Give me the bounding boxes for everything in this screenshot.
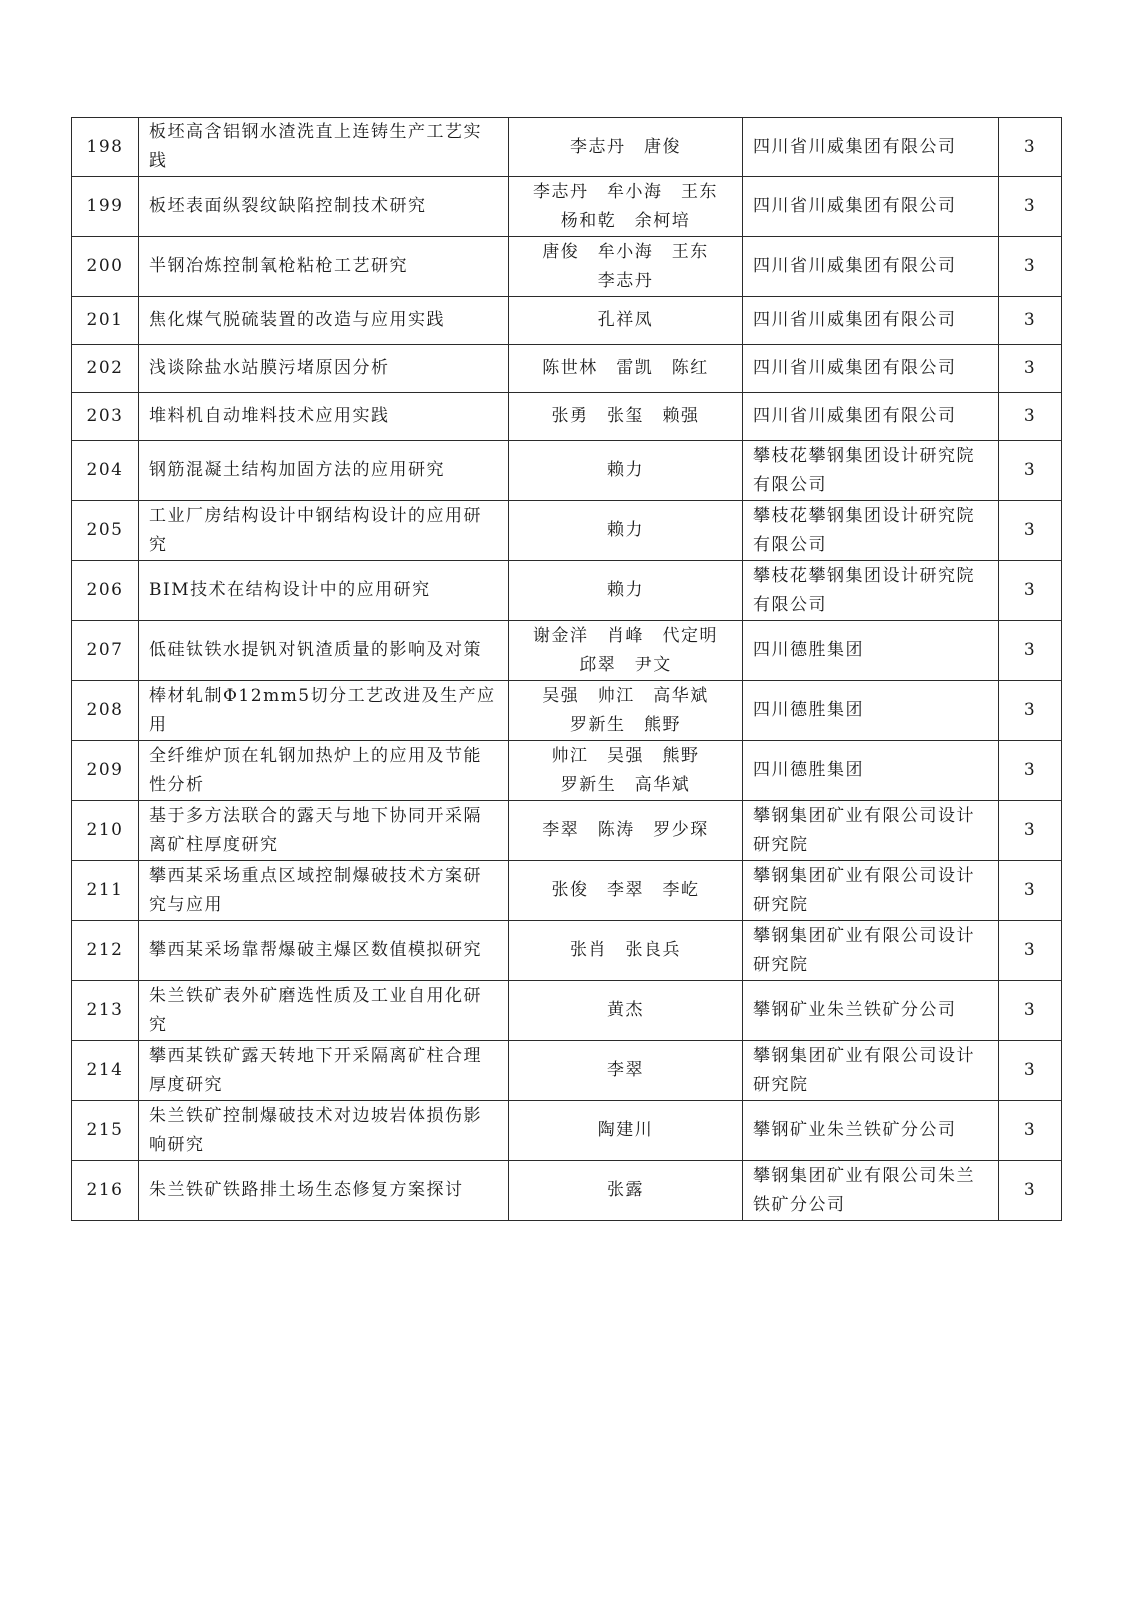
row-number-cell: 208 bbox=[72, 681, 139, 741]
paper-title-cell: 钢筋混凝土结构加固方法的应用研究 bbox=[139, 441, 509, 501]
score-cell: 3 bbox=[999, 393, 1062, 441]
authors-cell: 陈世林 雷凯 陈红 bbox=[509, 345, 743, 393]
score-cell: 3 bbox=[999, 297, 1062, 345]
paper-title-cell: 工业厂房结构设计中钢结构设计的应用研究 bbox=[139, 501, 509, 561]
table-row bbox=[72, 741, 1062, 801]
table-row bbox=[72, 393, 1062, 441]
organization-cell: 攀钢集团矿业有限公司设计研究院 bbox=[743, 861, 999, 921]
score-cell: 3 bbox=[999, 345, 1062, 393]
row-number-cell: 211 bbox=[72, 861, 139, 921]
table-row bbox=[72, 177, 1062, 237]
row-number-cell: 216 bbox=[72, 1161, 139, 1221]
organization-cell: 四川省川威集团有限公司 bbox=[743, 393, 999, 441]
paper-title-cell: BIM技术在结构设计中的应用研究 bbox=[139, 561, 509, 621]
score-cell: 3 bbox=[999, 1041, 1062, 1101]
organization-cell: 攀钢集团矿业有限公司设计研究院 bbox=[743, 1041, 999, 1101]
score-cell: 3 bbox=[999, 561, 1062, 621]
row-number-cell: 201 bbox=[72, 297, 139, 345]
paper-title-cell: 棒材轧制Φ12mm5切分工艺改进及生产应用 bbox=[139, 681, 509, 741]
organization-cell: 攀枝花攀钢集团设计研究院有限公司 bbox=[743, 561, 999, 621]
score-cell: 3 bbox=[999, 501, 1062, 561]
row-number-cell: 209 bbox=[72, 741, 139, 801]
table-row bbox=[72, 345, 1062, 393]
authors-cell: 吴强 帅江 高华斌 罗新生 熊野 bbox=[509, 681, 743, 741]
paper-title-cell: 半钢冶炼控制氧枪粘枪工艺研究 bbox=[139, 237, 509, 297]
table-row bbox=[72, 801, 1062, 861]
authors-cell: 谢金洋 肖峰 代定明 邱翠 尹文 bbox=[509, 621, 743, 681]
score-cell: 3 bbox=[999, 621, 1062, 681]
authors-cell: 李志丹 唐俊 bbox=[509, 118, 743, 177]
organization-cell: 攀钢集团矿业有限公司设计研究院 bbox=[743, 801, 999, 861]
paper-title-cell: 板坯表面纵裂纹缺陷控制技术研究 bbox=[139, 177, 509, 237]
organization-cell: 四川省川威集团有限公司 bbox=[743, 177, 999, 237]
authors-cell: 张勇 张玺 赖强 bbox=[509, 393, 743, 441]
authors-cell: 赖力 bbox=[509, 561, 743, 621]
row-number-cell: 200 bbox=[72, 237, 139, 297]
paper-title-cell: 焦化煤气脱硫装置的改造与应用实践 bbox=[139, 297, 509, 345]
paper-title-cell: 攀西某铁矿露天转地下开采隔离矿柱合理厚度研究 bbox=[139, 1041, 509, 1101]
paper-title-cell: 基于多方法联合的露天与地下协同开采隔离矿柱厚度研究 bbox=[139, 801, 509, 861]
row-number-cell: 202 bbox=[72, 345, 139, 393]
organization-cell: 攀钢矿业朱兰铁矿分公司 bbox=[743, 981, 999, 1041]
score-cell: 3 bbox=[999, 1101, 1062, 1161]
authors-cell: 张俊 李翠 李屹 bbox=[509, 861, 743, 921]
table-row bbox=[72, 981, 1062, 1041]
score-cell: 3 bbox=[999, 921, 1062, 981]
row-number-cell: 212 bbox=[72, 921, 139, 981]
table-row bbox=[72, 441, 1062, 501]
table-row bbox=[72, 561, 1062, 621]
authors-cell: 张肖 张良兵 bbox=[509, 921, 743, 981]
paper-title-cell: 朱兰铁矿表外矿磨选性质及工业自用化研究 bbox=[139, 981, 509, 1041]
score-cell: 3 bbox=[999, 118, 1062, 177]
organization-cell: 四川省川威集团有限公司 bbox=[743, 297, 999, 345]
table-row bbox=[72, 237, 1062, 297]
row-number-cell: 214 bbox=[72, 1041, 139, 1101]
table-row bbox=[72, 621, 1062, 681]
organization-cell: 攀钢集团矿业有限公司设计研究院 bbox=[743, 921, 999, 981]
authors-cell: 李翠 bbox=[509, 1041, 743, 1101]
authors-cell: 赖力 bbox=[509, 501, 743, 561]
paper-title-cell: 全纤维炉顶在轧钢加热炉上的应用及节能性分析 bbox=[139, 741, 509, 801]
score-cell: 3 bbox=[999, 177, 1062, 237]
authors-cell: 陶建川 bbox=[509, 1101, 743, 1161]
score-cell: 3 bbox=[999, 237, 1062, 297]
paper-title-cell: 攀西某采场靠帮爆破主爆区数值模拟研究 bbox=[139, 921, 509, 981]
table-row bbox=[72, 1161, 1062, 1221]
row-number-cell: 198 bbox=[72, 118, 139, 177]
records-table bbox=[71, 117, 1062, 1221]
row-number-cell: 215 bbox=[72, 1101, 139, 1161]
organization-cell: 四川德胜集团 bbox=[743, 681, 999, 741]
organization-cell: 攀枝花攀钢集团设计研究院有限公司 bbox=[743, 441, 999, 501]
table-row bbox=[72, 297, 1062, 345]
authors-cell: 李志丹 牟小海 王东 杨和乾 余柯培 bbox=[509, 177, 743, 237]
table-row bbox=[72, 501, 1062, 561]
score-cell: 3 bbox=[999, 1161, 1062, 1221]
authors-cell: 帅江 吴强 熊野 罗新生 高华斌 bbox=[509, 741, 743, 801]
authors-cell: 黄杰 bbox=[509, 981, 743, 1041]
table-row bbox=[72, 1101, 1062, 1161]
organization-cell: 攀钢矿业朱兰铁矿分公司 bbox=[743, 1101, 999, 1161]
organization-cell: 攀钢集团矿业有限公司朱兰铁矿分公司 bbox=[743, 1161, 999, 1221]
row-number-cell: 207 bbox=[72, 621, 139, 681]
row-number-cell: 206 bbox=[72, 561, 139, 621]
score-cell: 3 bbox=[999, 681, 1062, 741]
authors-cell: 赖力 bbox=[509, 441, 743, 501]
score-cell: 3 bbox=[999, 441, 1062, 501]
authors-cell: 李翠 陈涛 罗少琛 bbox=[509, 801, 743, 861]
paper-title-cell: 浅谈除盐水站膜污堵原因分析 bbox=[139, 345, 509, 393]
organization-cell: 攀枝花攀钢集团设计研究院有限公司 bbox=[743, 501, 999, 561]
score-cell: 3 bbox=[999, 981, 1062, 1041]
authors-cell: 张露 bbox=[509, 1161, 743, 1221]
paper-title-cell: 板坯高含铝钢水渣洗直上连铸生产工艺实践 bbox=[139, 118, 509, 177]
paper-title-cell: 朱兰铁矿控制爆破技术对边坡岩体损伤影响研究 bbox=[139, 1101, 509, 1161]
row-number-cell: 204 bbox=[72, 441, 139, 501]
table-row bbox=[72, 681, 1062, 741]
score-cell: 3 bbox=[999, 861, 1062, 921]
paper-title-cell: 朱兰铁矿铁路排土场生态修复方案探讨 bbox=[139, 1161, 509, 1221]
row-number-cell: 205 bbox=[72, 501, 139, 561]
table-row bbox=[72, 1041, 1062, 1101]
organization-cell: 四川省川威集团有限公司 bbox=[743, 345, 999, 393]
organization-cell: 四川德胜集团 bbox=[743, 741, 999, 801]
table-row bbox=[72, 921, 1062, 981]
records-table-body bbox=[72, 118, 1062, 1221]
paper-title-cell: 低硅钛铁水提钒对钒渣质量的影响及对策 bbox=[139, 621, 509, 681]
table-row bbox=[72, 118, 1062, 177]
row-number-cell: 213 bbox=[72, 981, 139, 1041]
paper-title-cell: 堆料机自动堆料技术应用实践 bbox=[139, 393, 509, 441]
row-number-cell: 210 bbox=[72, 801, 139, 861]
row-number-cell: 203 bbox=[72, 393, 139, 441]
organization-cell: 四川德胜集团 bbox=[743, 621, 999, 681]
organization-cell: 四川省川威集团有限公司 bbox=[743, 118, 999, 177]
score-cell: 3 bbox=[999, 801, 1062, 861]
row-number-cell: 199 bbox=[72, 177, 139, 237]
authors-cell: 孔祥凤 bbox=[509, 297, 743, 345]
score-cell: 3 bbox=[999, 741, 1062, 801]
organization-cell: 四川省川威集团有限公司 bbox=[743, 237, 999, 297]
authors-cell: 唐俊 牟小海 王东 李志丹 bbox=[509, 237, 743, 297]
table-row bbox=[72, 861, 1062, 921]
paper-title-cell: 攀西某采场重点区域控制爆破技术方案研究与应用 bbox=[139, 861, 509, 921]
